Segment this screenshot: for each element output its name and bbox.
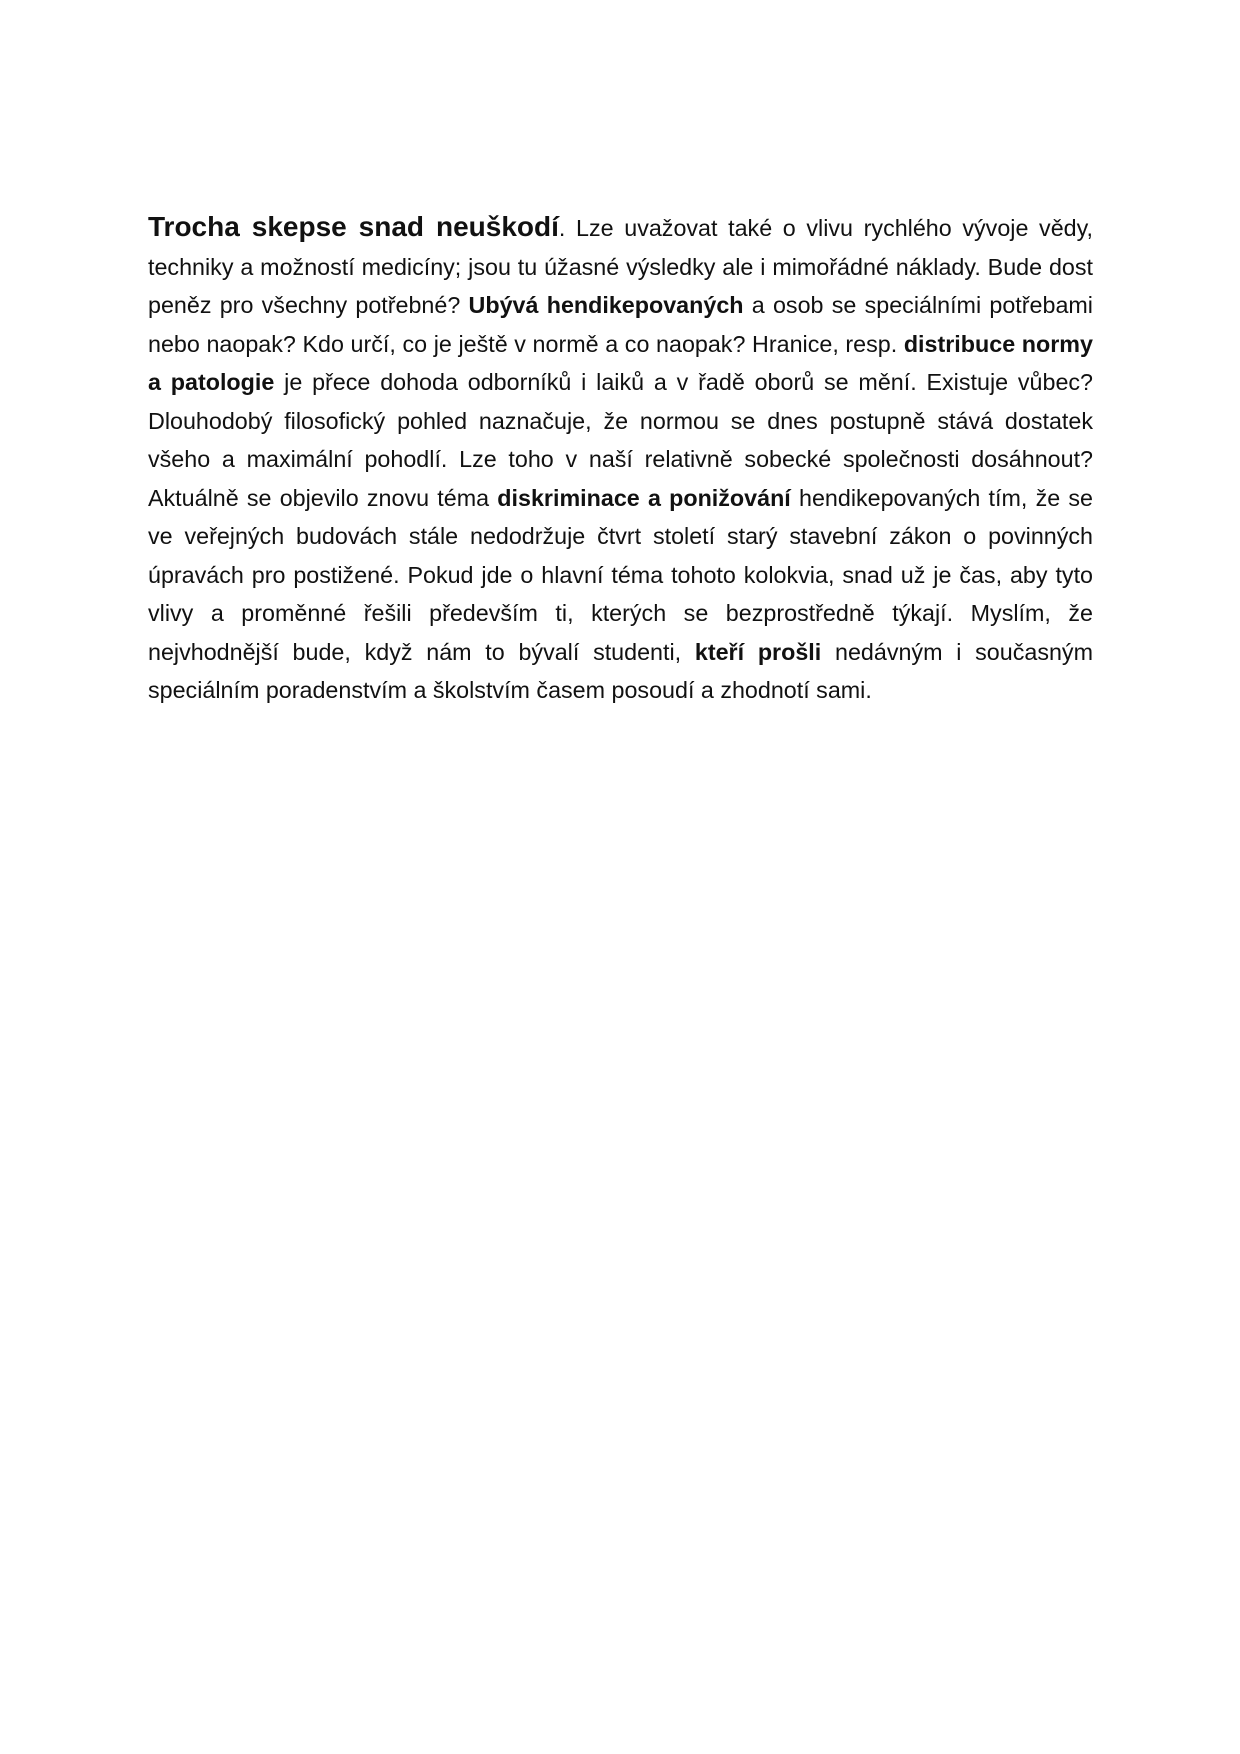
text-segment-3: je přece dohoda odborníků i laiků a v řadě oborů se mění. Existuje vůbec? Dlouhodobý filosofický pohled naznačuje, že normou se dnes postupně stává dostatek všeho a maximální pohodlí. Lze toho v naší relativně sobecké společnosti dosáhnout? Aktuálně se objevilo znovu téma <box>148 369 1094 511</box>
bold-phrase-kteri-prosli: kteří prošli <box>694 638 822 665</box>
text-segment-2: a osob se speciálními potřebami nebo naopak? Kdo určí, co je ještě v normě a co naopak? Hranice, resp. <box>148 292 1093 357</box>
bold-phrase-ubyva: Ubývá hendikepovaných <box>468 292 744 318</box>
body-paragraph <box>148 208 1093 710</box>
text-segment-1: . Lze uvažovat také o vlivu rychlého vývoje vědy, techniky a možností medicíny; jsou tu úžasné výsledky ale i mimořádné náklady. Bude dost peněz pro všechny potřebné? <box>148 215 1094 318</box>
text-segment-5: nedávným i současným speciálním poradenstvím a školstvím časem posoudí a zhodnotí sami. <box>148 638 1093 703</box>
lead-phrase: Trocha skepse snad neuškodí <box>148 211 559 242</box>
bold-phrase-diskriminace: diskriminace a ponižování <box>497 484 791 511</box>
text-segment-4: hendikepovaných tím, že se ve veřejných budovách stále nedodržuje čtvrt století starý stavební zákon o povinných úpravách pro postižené. Pokud jde o hlavní téma tohoto kolokvia, snad už je čas, aby tyto vlivy a proměnné řešili především ti, kterých se bezprostředně týkají. Myslím, že nejvhodnější bude, když nám to bývalí studenti, <box>148 484 1093 665</box>
bold-phrase-distribuce: distribuce normy a patologie <box>148 330 1093 395</box>
